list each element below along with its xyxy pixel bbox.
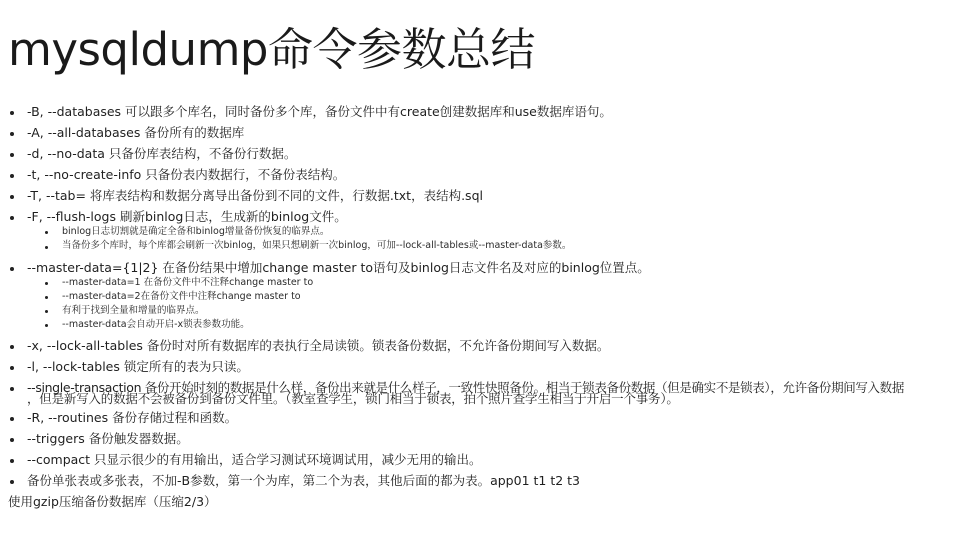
item-tab: -T, --tab= 将库表结构和数据分离导出备份到不同的文件，行数据.txt，表结构.sql bbox=[27, 188, 483, 203]
subitem-master-data-4: --master-data会自动开启-x锁表参数功能。 bbox=[62, 319, 250, 330]
item-no-data: -d, --no-data 只备份库表结构，不备份行数据。 bbox=[27, 146, 297, 161]
item-flush-logs: -F, --flush-logs 刷新binlog日志，生成新的binlog文件。 bbox=[27, 209, 347, 224]
bullet bbox=[10, 387, 14, 391]
bullet bbox=[10, 267, 14, 271]
item-databases: -B, --databases 可以跟多个库名，同时备份多个库，备份文件中有create创建数据库和use数据库语句。 bbox=[27, 104, 612, 119]
sub-bullet bbox=[45, 231, 48, 234]
sub-bullet bbox=[45, 310, 48, 313]
item-single-transaction: --single-transaction 备份开始时刻的数据是什么样，备份出来就是什么样子，一致性快照备份。相当于锁表备份数据（但是确实不是锁表），允许备份期间写入数据 bbox=[27, 380, 904, 395]
item-lock-tables: -l, --lock-tables 锁定所有的表为只读。 bbox=[27, 359, 249, 374]
item-compact: --compact 只显示很少的有用输出，适合学习测试环境调试用，减少无用的输出。 bbox=[27, 452, 482, 467]
item-single-tables: 备份单张表或多张表，不加-B参数，第一个为库，第二个为表，其他后面的都为表。app01 t1 t2 t3 bbox=[27, 473, 581, 488]
bullet bbox=[10, 216, 14, 220]
page-title: mysqldump命令参数总结 bbox=[8, 23, 535, 76]
bullet bbox=[10, 153, 14, 157]
item-triggers: --triggers 备份触发器数据。 bbox=[27, 431, 189, 446]
bullet bbox=[10, 417, 14, 421]
sub-bullet bbox=[45, 282, 48, 285]
subitem-flush-logs-2: 当备份多个库时，每个库都会刷新一次binlog，如果只想刷新一次binlog，可加--lock-all-tables或--master-data参数。 bbox=[62, 240, 572, 251]
sub-bullet bbox=[45, 296, 48, 299]
item-gzip: 使用gzip压缩备份数据库（压缩2/3） bbox=[8, 494, 217, 509]
subitem-flush-logs-1: binlog日志切割就是确定全备和binlog增量备份恢复的临界点。 bbox=[62, 226, 330, 237]
bullet bbox=[10, 132, 14, 136]
bullet bbox=[10, 195, 14, 199]
bullet bbox=[10, 438, 14, 442]
sub-bullet bbox=[45, 324, 48, 327]
item-master-data: --master-data={1|2} 在备份结果中增加change master to语句及binlog日志文件名及对应的binlog位置点。 bbox=[27, 260, 650, 275]
item-all-databases: -A, --all-databases 备份所有的数据库 bbox=[27, 125, 245, 140]
item-lock-all-tables: -x, --lock-all-tables 备份时对所有数据库的表执行全局读锁。锁表备份数据，不允许备份期间写入数据。 bbox=[27, 338, 610, 353]
item-no-create-info: -t, --no-create-info 只备份表内数据行，不备份表结构。 bbox=[27, 167, 346, 182]
bullet bbox=[10, 345, 14, 349]
subitem-master-data-1: --master-data=1 在备份文件中不注释change master to bbox=[62, 277, 314, 288]
subitem-master-data-2: --master-data=2在备份文件中注释change master to bbox=[62, 291, 301, 302]
bullet bbox=[10, 480, 14, 484]
subitem-master-data-3: 有利于找到全量和增量的临界点。 bbox=[62, 305, 205, 316]
sub-bullet bbox=[45, 246, 48, 249]
bullet bbox=[10, 366, 14, 370]
item-single-transaction-wrap: ，但是新写入的数据不会被备份到备份文件里。（教室查学生，锁门相当于锁表，拍个照片查学生相当于开启一个事务）。 bbox=[27, 391, 679, 406]
item-routines: -R, --routines 备份存储过程和函数。 bbox=[27, 410, 238, 425]
bullet bbox=[10, 459, 14, 463]
bullet bbox=[10, 111, 14, 115]
bullet bbox=[10, 174, 14, 178]
